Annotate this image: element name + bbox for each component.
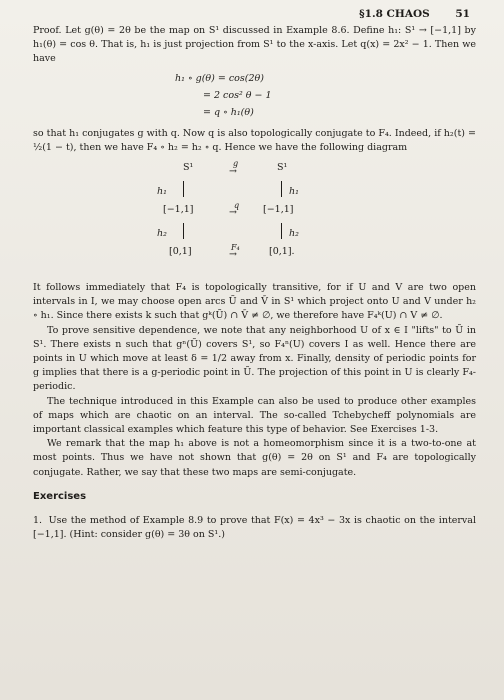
arrow-down-icon xyxy=(281,223,282,239)
diagram-top-map: g xyxy=(233,159,239,169)
diagram-right-map-2: h₂ xyxy=(289,228,299,240)
arrow-down-icon xyxy=(183,181,184,197)
exercise-text: Use the method of Example 8.9 to prove that F(x) = 4x³ − 3x is chaotic on the interval [−1,1]. (Hint: consider g(θ) = 3θ on S¹.) xyxy=(33,515,476,541)
equation-line-3: = q ∘ h₁(θ) xyxy=(203,106,254,118)
equation-line-2: = 2 cos² θ − 1 xyxy=(203,89,272,101)
paragraph-sensitive: To prove sensitive dependence, we note that any neighborhood U of x ∈ I "lifts" to Ũ in S¹. There exists n such that gⁿ(Ũ) covers S¹, so F₄ⁿ(U) covers I as well. Hence there are points in U which move at least δ = 1/2 away from x. Finally, density of periodic points for g implies that there is a g-periodic point in Ũ. The projection of this point in U is clearly F₄-periodic. xyxy=(33,324,476,393)
equation-line-1: h₁ ∘ g(θ) = cos(2θ) xyxy=(175,72,264,84)
exercise-item xyxy=(33,514,476,542)
arrow-right-icon: → xyxy=(229,207,237,219)
diagram-mid-right: [−1,1] xyxy=(263,204,294,216)
paragraph-remark: We remark that the map h₁ above is not a homeomorphism since it is a two-to-one at most points. Thus we have not shown that g(θ) = 2θ on S¹ and F₄ are topologically conjugate. Rather, we say that these two maps are semi-conjugate. xyxy=(33,438,476,478)
diagram-left-map-1: h₁ xyxy=(157,186,167,198)
section-title: §1.8 CHAOS xyxy=(359,8,430,20)
diagram-right-map-1: h₁ xyxy=(289,186,299,198)
diagram-top-right: S¹ xyxy=(277,162,288,174)
exercise-number: 1. xyxy=(33,515,43,527)
diagram-mid-left: [−1,1] xyxy=(163,204,194,216)
diagram-left-map-2: h₂ xyxy=(157,228,167,240)
commutative-diagram xyxy=(33,161,476,277)
arrow-down-icon xyxy=(183,223,184,239)
proof-paragraph-2: so that h₁ conjugates g with q. Now q is also topologically conjugate to F₄. Indeed, if h₂(t) = ½(1 − t), then we have F₄ ∘ h₂ = h₂ ∘ q. Hence we have the following diagram xyxy=(33,127,476,153)
running-header xyxy=(359,8,470,20)
paragraph-transitive: It follows immediately that F₄ is topologically transitive, for if U and V are two open intervals in I, we may choose open arcs Ũ and Ṽ in S¹ which project onto U and V under h₂ ∘ h₁. Since there exists k such that gᵏ(Ũ) ∩ Ṽ ≠ ∅, we therefore have F₄ᵏ(U) ∩ V ≠ ∅. xyxy=(33,282,476,322)
diagram-top-left: S¹ xyxy=(183,162,194,174)
proof-intro: Proof. Let g(θ) = 2θ be the map on S¹ discussed in Example 8.6. Define h₁: S¹ → [−1,1] by h₁(θ) = cos θ. That is, h₁ is just projection from S¹ to the x-axis. Let q(x) = 2x² − 1. Then we have xyxy=(33,25,476,65)
arrow-right-icon: → xyxy=(229,166,237,178)
page-number: 51 xyxy=(455,8,470,20)
equation-block xyxy=(175,70,476,121)
arrow-down-icon xyxy=(281,181,282,197)
diagram-bot-map: F₄ xyxy=(231,243,240,253)
page-body xyxy=(33,24,476,542)
exercises-heading: Exercises xyxy=(33,490,87,502)
diagram-bot-right: [0,1]. xyxy=(269,246,295,258)
paragraph-technique: The technique introduced in this Example can also be used to produce other examples of maps which are chaotic on an interval. The so-called Tchebycheff polynomials are important classical examples which feature this type of behavior. See Exercises 1-3. xyxy=(33,395,476,436)
diagram-mid-map: q xyxy=(234,201,240,211)
arrow-right-icon: → xyxy=(229,249,237,261)
diagram-bot-left: [0,1] xyxy=(169,246,192,258)
